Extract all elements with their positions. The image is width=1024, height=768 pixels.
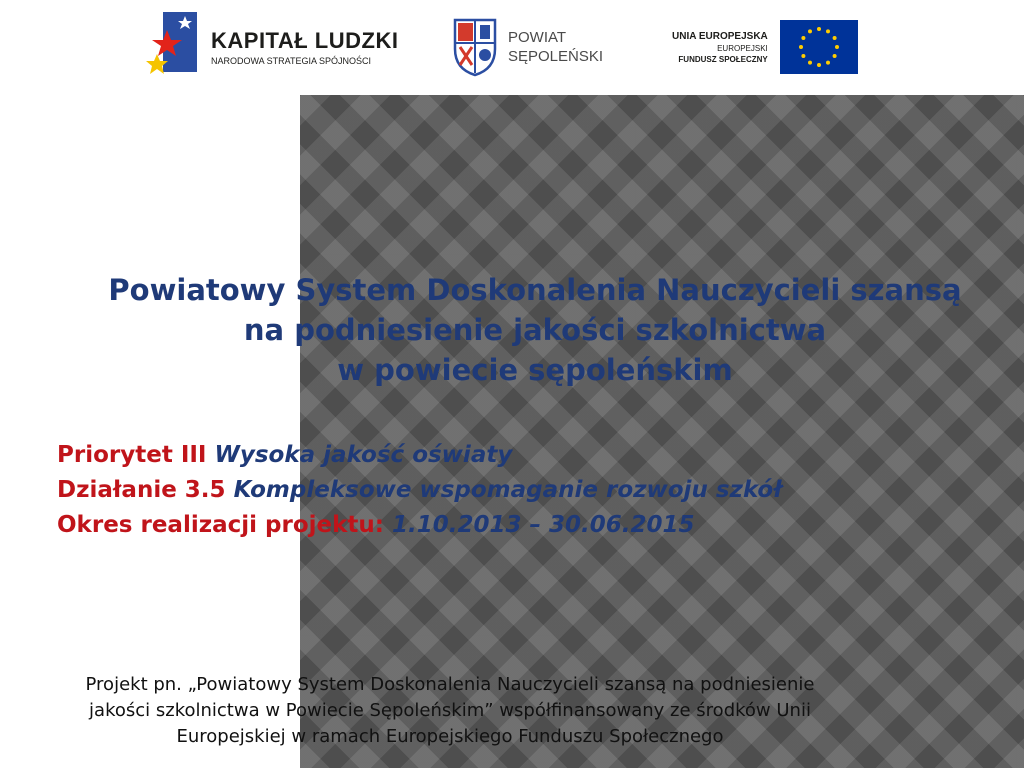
footer-line-2: jakości szkolnictwa w Powiecie Sępoleńskim” współfinansowany ze środków Unii <box>89 700 811 721</box>
detail-label: Okres realizacji projektu: <box>57 512 392 538</box>
footer-line-3: Europejskiej w ramach Europejskiego Funduszu Społecznego <box>176 726 724 747</box>
title-line-1: Powiatowy System Doskonalenia Nauczycieli szansą <box>108 273 962 307</box>
coat-of-arms-icon <box>452 17 498 77</box>
detail-label: Priorytet III <box>57 442 215 468</box>
eu-flag-icon <box>780 20 858 74</box>
presentation-title <box>100 270 970 390</box>
kapital-ludzki-subtitle: NARODOWA STRATEGIA SPÓJNOŚCI <box>211 56 372 66</box>
detail-label: Działanie 3.5 <box>57 477 234 503</box>
eu-line3: FUNDUSZ SPOŁECZNY <box>678 54 768 64</box>
background-pattern <box>300 95 1024 768</box>
kapital-ludzki-stars-icon <box>145 8 201 86</box>
detail-value: Wysoka jakość oświaty <box>214 442 513 468</box>
title-line-3: w powiecie sępoleńskim <box>337 353 733 387</box>
detail-period <box>57 508 782 543</box>
detail-value: Kompleksowe wspomaganie rozwoju szkół <box>233 477 782 503</box>
eu-line2: EUROPEJSKI <box>717 43 768 53</box>
footer-line-1: Projekt pn. „Powiatowy System Doskonalenia Nauczycieli szansą na podniesienie <box>85 674 815 695</box>
footer-note <box>0 672 900 750</box>
kapital-ludzki-logo <box>145 8 398 86</box>
eu-line1: UNIA EUROPEJSKA <box>672 30 768 42</box>
detail-value: 1.10.2013 – 30.06.2015 <box>392 512 695 538</box>
detail-action <box>57 473 782 508</box>
title-line-2: na podniesienie jakości szkolnictwa <box>243 313 827 347</box>
eu-logo <box>672 8 858 86</box>
logo-bar <box>0 0 908 95</box>
detail-priority <box>57 438 782 473</box>
powiat-line1: POWIAT <box>508 29 567 46</box>
powiat-logo <box>452 8 603 86</box>
powiat-line2: SĘPOLEŃSKI <box>508 48 604 65</box>
project-details <box>57 438 782 543</box>
kapital-ludzki-title: KAPITAŁ LUDZKI <box>211 28 399 53</box>
